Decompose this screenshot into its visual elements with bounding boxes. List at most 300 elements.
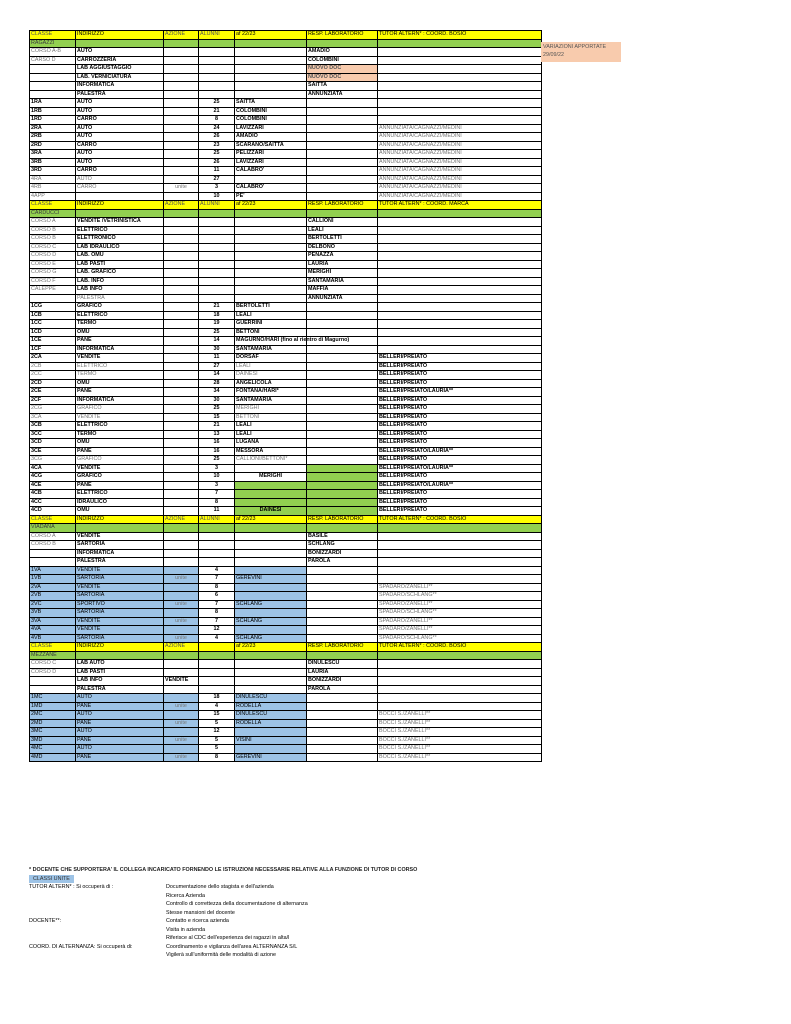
table-row — [30, 592, 542, 601]
footer-duty-text: Ricerca Azienda — [166, 892, 205, 899]
cell-indirizzo: GRAFICO — [76, 473, 164, 482]
cell-tutor — [378, 286, 542, 295]
footer-duty-text: Stesse mansioni del docente — [166, 909, 235, 916]
table-row — [30, 719, 542, 728]
cell-tutor — [378, 82, 542, 91]
table-row — [30, 184, 542, 193]
cell-tutor — [378, 303, 542, 312]
cell-azione — [164, 48, 199, 57]
cell-tutor: BELLERI/PREIATO — [378, 490, 542, 499]
section-blank — [307, 524, 378, 533]
cell-tutor: ANNUNZIATA/CAGNAZZI/MEDINI — [378, 184, 542, 193]
cell-classe — [30, 685, 76, 694]
cell-tutor — [378, 685, 542, 694]
header-azione: AZIONE — [164, 31, 199, 40]
cell-indirizzo: PANE — [76, 447, 164, 456]
cell-alunni — [199, 82, 235, 91]
cell-resp-lab — [307, 311, 378, 320]
cell-azione — [164, 430, 199, 439]
cell-azione — [164, 133, 199, 142]
cell-azione: unite — [164, 575, 199, 584]
cell-alunni: 15 — [199, 413, 235, 422]
cell-alunni: 23 — [199, 141, 235, 150]
cell-resp-lab: MERIGHI — [307, 269, 378, 278]
cell-af: SCHLANG — [235, 617, 307, 626]
cell-af — [235, 685, 307, 694]
cell-af — [235, 260, 307, 269]
cell-tutor: BOCCI S./ZANELLI** — [378, 753, 542, 762]
header-alunni: ALUNNI — [199, 201, 235, 210]
cell-af: LUGANA — [235, 439, 307, 448]
cell-af: BETTONI — [235, 413, 307, 422]
cell-classe: 1MC — [30, 694, 76, 703]
cell-classe: CORSO B — [30, 226, 76, 235]
cell-alunni: 27 — [199, 362, 235, 371]
cell-classe: 2MD — [30, 719, 76, 728]
cell-azione: unite — [164, 634, 199, 643]
cell-alunni — [199, 668, 235, 677]
cell-indirizzo: LAB INFO — [76, 286, 164, 295]
cell-tutor: ANNUNZIATA/CAGNAZZI/MEDINI — [378, 124, 542, 133]
table-row — [30, 65, 542, 74]
cell-azione — [164, 107, 199, 116]
cell-alunni: 14 — [199, 337, 235, 346]
cell-alunni: 10 — [199, 473, 235, 482]
cell-af — [235, 235, 307, 244]
table-row — [30, 99, 542, 108]
cell-tutor — [378, 702, 542, 711]
cell-af: RODELLA — [235, 702, 307, 711]
cell-azione — [164, 158, 199, 167]
footer-duty-text: Visita in azienda — [166, 926, 206, 933]
cell-af: DINULESCU — [235, 694, 307, 703]
footer-line — [29, 934, 769, 943]
cell-resp-lab — [307, 354, 378, 363]
cell-alunni — [199, 226, 235, 235]
section-name: CARDUCCI — [30, 209, 76, 218]
cell-azione: unite — [164, 184, 199, 193]
footer-line — [29, 883, 769, 892]
cell-classe: 2VC — [30, 600, 76, 609]
cell-alunni: 25 — [199, 328, 235, 337]
cell-alunni: 21 — [199, 422, 235, 431]
cell-resp-lab — [307, 328, 378, 337]
cell-azione — [164, 192, 199, 201]
footer-line — [29, 926, 769, 935]
cell-indirizzo: SARTORIA — [76, 634, 164, 643]
cell-azione — [164, 99, 199, 108]
cell-alunni — [199, 677, 235, 686]
cell-indirizzo: ELETTRICO — [76, 422, 164, 431]
cell-tutor: BELLERI/PREIATO — [378, 379, 542, 388]
cell-azione — [164, 379, 199, 388]
cell-tutor — [378, 235, 542, 244]
table-row — [30, 124, 542, 133]
cell-tutor: BELLERI/PREIATO — [378, 473, 542, 482]
cell-af — [235, 82, 307, 91]
cell-alunni — [199, 90, 235, 99]
cell-indirizzo: ELETTRICO — [76, 226, 164, 235]
cell-azione — [164, 405, 199, 414]
classi-unite-legend: CLASSI UNITE — [29, 875, 74, 884]
cell-azione — [164, 473, 199, 482]
cell-classe: 4MC — [30, 745, 76, 754]
cell-resp-lab: DELBONO — [307, 243, 378, 252]
cell-af — [235, 541, 307, 550]
cell-classe: 3CA — [30, 413, 76, 422]
table-row — [30, 456, 542, 465]
header-tutor: TUTOR ALTERN* : COORD. BOSIO — [378, 31, 542, 40]
cell-af: BETTONI — [235, 328, 307, 337]
cell-resp-lab — [307, 439, 378, 448]
cell-classe: 4RA — [30, 175, 76, 184]
cell-resp-lab — [307, 396, 378, 405]
cell-indirizzo: CARRO — [76, 141, 164, 150]
section-blank — [199, 209, 235, 218]
footer-line — [29, 909, 769, 918]
header-row — [30, 201, 542, 210]
cell-azione: unite — [164, 753, 199, 762]
cell-tutor: ANNUNZIATA/CAGNAZZI/MEDINI — [378, 175, 542, 184]
cell-indirizzo: CARRO — [76, 167, 164, 176]
cell-indirizzo: VENDITE — [76, 354, 164, 363]
cell-alunni: 30 — [199, 345, 235, 354]
cell-classe: 2MC — [30, 711, 76, 720]
table-row — [30, 107, 542, 116]
cell-tutor — [378, 532, 542, 541]
cell-af — [235, 90, 307, 99]
cell-resp-lab — [307, 498, 378, 507]
cell-indirizzo: LAB IDRAULICO — [76, 243, 164, 252]
cell-af: LEALI — [235, 362, 307, 371]
cell-azione — [164, 82, 199, 91]
cell-indirizzo: INFORMATICA — [76, 549, 164, 558]
cell-resp-lab — [307, 600, 378, 609]
cell-alunni: 34 — [199, 388, 235, 397]
cell-resp-lab — [307, 107, 378, 116]
cell-classe: 3RD — [30, 167, 76, 176]
cell-tutor — [378, 218, 542, 227]
cell-tutor: BELLERI/PREIATO — [378, 422, 542, 431]
cell-tutor: BELLERI/PREIATO/LAURIA** — [378, 388, 542, 397]
table-row — [30, 362, 542, 371]
cell-af: DINULESCU — [235, 711, 307, 720]
table-row — [30, 490, 542, 499]
cell-classe: 4APP — [30, 192, 76, 201]
section-blank — [235, 39, 307, 48]
cell-alunni: 11 — [199, 167, 235, 176]
cell-af — [235, 226, 307, 235]
cell-af — [235, 48, 307, 57]
cell-classe — [30, 677, 76, 686]
cell-resp-lab: NUOVO DOC — [307, 65, 378, 74]
cell-azione — [164, 243, 199, 252]
header-alunni — [199, 643, 235, 652]
cell-indirizzo: AUTO — [76, 48, 164, 57]
cell-resp-lab: NUOVO DOC — [307, 73, 378, 82]
table-row — [30, 277, 542, 286]
alternanza-table — [29, 30, 542, 762]
cell-azione — [164, 260, 199, 269]
cell-classe: 3RA — [30, 150, 76, 159]
cell-tutor: BOCCI S./ZANELLI** — [378, 719, 542, 728]
table-row — [30, 413, 542, 422]
cell-af: MERIGHI — [235, 405, 307, 414]
cell-indirizzo: AUTO — [76, 124, 164, 133]
cell-indirizzo: PALESTRA — [76, 558, 164, 567]
header-classe: CLASSE — [30, 201, 76, 210]
cell-azione — [164, 558, 199, 567]
header-classe: CLASSE — [30, 515, 76, 524]
cell-tutor: SPADARO/ZANELLI** — [378, 600, 542, 609]
cell-tutor: BELLERI/PREIATO — [378, 456, 542, 465]
cell-resp-lab — [307, 617, 378, 626]
cell-indirizzo: SARTORIA — [76, 541, 164, 550]
cell-indirizzo: VENDITE — [76, 566, 164, 575]
cell-azione — [164, 141, 199, 150]
cell-tutor — [378, 116, 542, 125]
cell-indirizzo: SPORTIVO — [76, 600, 164, 609]
cell-af: LAVIZZARI — [235, 124, 307, 133]
cell-indirizzo: ELETTRICO — [76, 362, 164, 371]
table-row — [30, 609, 542, 618]
cell-tutor: SPADARO/SCHLANG** — [378, 592, 542, 601]
cell-indirizzo: VENDITE — [76, 532, 164, 541]
cell-azione — [164, 566, 199, 575]
cell-indirizzo: VENDITE /VETRINISTICA — [76, 218, 164, 227]
cell-resp-lab: PENAZZA — [307, 252, 378, 261]
cell-azione — [164, 609, 199, 618]
cell-af — [235, 677, 307, 686]
cell-azione — [164, 626, 199, 635]
table-row — [30, 634, 542, 643]
cell-azione — [164, 311, 199, 320]
cell-indirizzo: AUTO — [76, 107, 164, 116]
header-alunni: ALUNNI — [199, 31, 235, 40]
section-row — [30, 39, 542, 48]
table-row — [30, 660, 542, 669]
cell-classe: 1RD — [30, 116, 76, 125]
cell-azione — [164, 490, 199, 499]
table-row — [30, 481, 542, 490]
cell-tutor — [378, 277, 542, 286]
cell-af: DAINESI — [235, 371, 307, 380]
header-tutor: TUTOR ALTERN* : COORD. BOSIO — [378, 643, 542, 652]
cell-azione — [164, 371, 199, 380]
cell-resp-lab — [307, 719, 378, 728]
section-blank — [235, 209, 307, 218]
cell-classe — [30, 294, 76, 303]
cell-tutor — [378, 294, 542, 303]
cell-resp-lab — [307, 184, 378, 193]
cell-classe: CORSO A — [30, 218, 76, 227]
cell-classe — [30, 65, 76, 74]
cell-indirizzo: ELETTRICO — [76, 311, 164, 320]
cell-alunni — [199, 558, 235, 567]
cell-af — [235, 490, 307, 499]
cell-resp-lab — [307, 371, 378, 380]
cell-resp-lab — [307, 150, 378, 159]
footer-line — [29, 951, 769, 960]
cell-classe: CORSO D — [30, 668, 76, 677]
cell-alunni: 18 — [199, 694, 235, 703]
cell-alunni: 24 — [199, 124, 235, 133]
cell-af — [235, 668, 307, 677]
cell-azione — [164, 413, 199, 422]
cell-tutor: BELLERI/PREIATO — [378, 439, 542, 448]
cell-af — [235, 558, 307, 567]
cell-indirizzo: LAB AGGIUSTAGGIO — [76, 65, 164, 74]
cell-af — [235, 243, 307, 252]
cell-af — [235, 728, 307, 737]
table-row — [30, 736, 542, 745]
cell-azione — [164, 685, 199, 694]
cell-tutor — [378, 345, 542, 354]
cell-azione — [164, 90, 199, 99]
cell-classe: 4RB — [30, 184, 76, 193]
section-blank — [307, 651, 378, 660]
cell-classe: 1CC — [30, 320, 76, 329]
cell-classe: 2CB — [30, 362, 76, 371]
table-row — [30, 388, 542, 397]
cell-af — [235, 269, 307, 278]
cell-classe: CORSO G — [30, 269, 76, 278]
cell-alunni — [199, 277, 235, 286]
section-blank — [76, 524, 164, 533]
cell-classe: 3MD — [30, 736, 76, 745]
cell-resp-lab — [307, 711, 378, 720]
cell-af — [235, 498, 307, 507]
cell-classe: 2VB — [30, 592, 76, 601]
cell-tutor: SPADARO/SCHLANG** — [378, 609, 542, 618]
section-blank — [378, 651, 542, 660]
cell-alunni: 8 — [199, 116, 235, 125]
header-af: af 22/23 — [235, 31, 307, 40]
table-row — [30, 337, 542, 346]
cell-resp-lab — [307, 141, 378, 150]
cell-alunni — [199, 56, 235, 65]
cell-classe: CORSO C — [30, 243, 76, 252]
cell-tutor — [378, 90, 542, 99]
variazioni-date: 29/09/22 — [543, 52, 564, 58]
cell-resp-lab — [307, 745, 378, 754]
table-row — [30, 345, 542, 354]
cell-tutor: BELLERI/PREIATO — [378, 430, 542, 439]
table-row — [30, 73, 542, 82]
cell-classe: CORSO D — [30, 252, 76, 261]
cell-alunni: 4 — [199, 634, 235, 643]
cell-resp-lab — [307, 566, 378, 575]
table-row — [30, 218, 542, 227]
cell-indirizzo: VENDITE — [76, 626, 164, 635]
cell-classe: 1MD — [30, 702, 76, 711]
cell-resp-lab: SANTAMARIA — [307, 277, 378, 286]
cell-classe: 4CE — [30, 481, 76, 490]
cell-classe: 1CE — [30, 337, 76, 346]
cell-af — [235, 252, 307, 261]
cell-tutor — [378, 260, 542, 269]
cell-alunni — [199, 243, 235, 252]
cell-azione — [164, 711, 199, 720]
cell-resp-lab — [307, 753, 378, 762]
table-row — [30, 745, 542, 754]
cell-resp-lab — [307, 388, 378, 397]
cell-classe: 4MD — [30, 753, 76, 762]
cell-af: SCHLANG — [235, 634, 307, 643]
cell-classe: CORSO B — [30, 541, 76, 550]
cell-af — [235, 609, 307, 618]
cell-alunni — [199, 549, 235, 558]
cell-classe: 2CF — [30, 396, 76, 405]
section-blank — [307, 209, 378, 218]
cell-tutor: ANNUNZIATA/CAGNAZZI/MEDINI — [378, 150, 542, 159]
cell-alunni — [199, 252, 235, 261]
cell-resp-lab — [307, 430, 378, 439]
cell-alunni: 30 — [199, 396, 235, 405]
table-row — [30, 753, 542, 762]
section-blank — [199, 39, 235, 48]
cell-alunni: 15 — [199, 711, 235, 720]
table-row — [30, 702, 542, 711]
cell-tutor: SPADARO/ZANELLI** — [378, 617, 542, 626]
cell-resp-lab — [307, 456, 378, 465]
cell-azione — [164, 422, 199, 431]
cell-resp-lab: PAROLA — [307, 558, 378, 567]
cell-resp-lab: BONIZZARDI — [307, 677, 378, 686]
cell-classe: 2CE — [30, 388, 76, 397]
cell-af: PELIZZARI — [235, 150, 307, 159]
cell-af: GEREVINI — [235, 575, 307, 584]
cell-indirizzo: OMU — [76, 379, 164, 388]
cell-resp-lab: BERTOLETTI — [307, 235, 378, 244]
cell-azione — [164, 345, 199, 354]
table-row — [30, 439, 542, 448]
cell-resp-lab — [307, 124, 378, 133]
cell-alunni: 7 — [199, 600, 235, 609]
cell-classe: 2RA — [30, 124, 76, 133]
cell-af: SANTAMARIA — [235, 396, 307, 405]
cell-indirizzo: ELETTRONICO — [76, 235, 164, 244]
cell-indirizzo: AUTO — [76, 99, 164, 108]
cell-resp-lab: LAURIA — [307, 668, 378, 677]
cell-indirizzo: SARTORIA — [76, 609, 164, 618]
section-blank — [76, 39, 164, 48]
cell-resp-lab — [307, 413, 378, 422]
table-row — [30, 396, 542, 405]
header-resp-lab: RESP. LABORATORIO — [307, 31, 378, 40]
cell-classe: 3VA — [30, 617, 76, 626]
table-row — [30, 626, 542, 635]
cell-indirizzo: LAB. OMU — [76, 252, 164, 261]
cell-azione — [164, 328, 199, 337]
cell-azione — [164, 294, 199, 303]
cell-azione: unite — [164, 736, 199, 745]
cell-classe: 1RB — [30, 107, 76, 116]
cell-af: AMADIO — [235, 133, 307, 142]
cell-indirizzo: TERMO — [76, 371, 164, 380]
table-row — [30, 583, 542, 592]
cell-classe: CORSO F — [30, 277, 76, 286]
cell-azione — [164, 507, 199, 516]
cell-resp-lab: MAFFIA — [307, 286, 378, 295]
cell-azione — [164, 583, 199, 592]
section-row — [30, 209, 542, 218]
cell-resp-lab — [307, 320, 378, 329]
table-row — [30, 226, 542, 235]
cell-resp-lab — [307, 583, 378, 592]
cell-indirizzo: CARRO — [76, 116, 164, 125]
cell-tutor: BELLERI/PREIATO — [378, 498, 542, 507]
